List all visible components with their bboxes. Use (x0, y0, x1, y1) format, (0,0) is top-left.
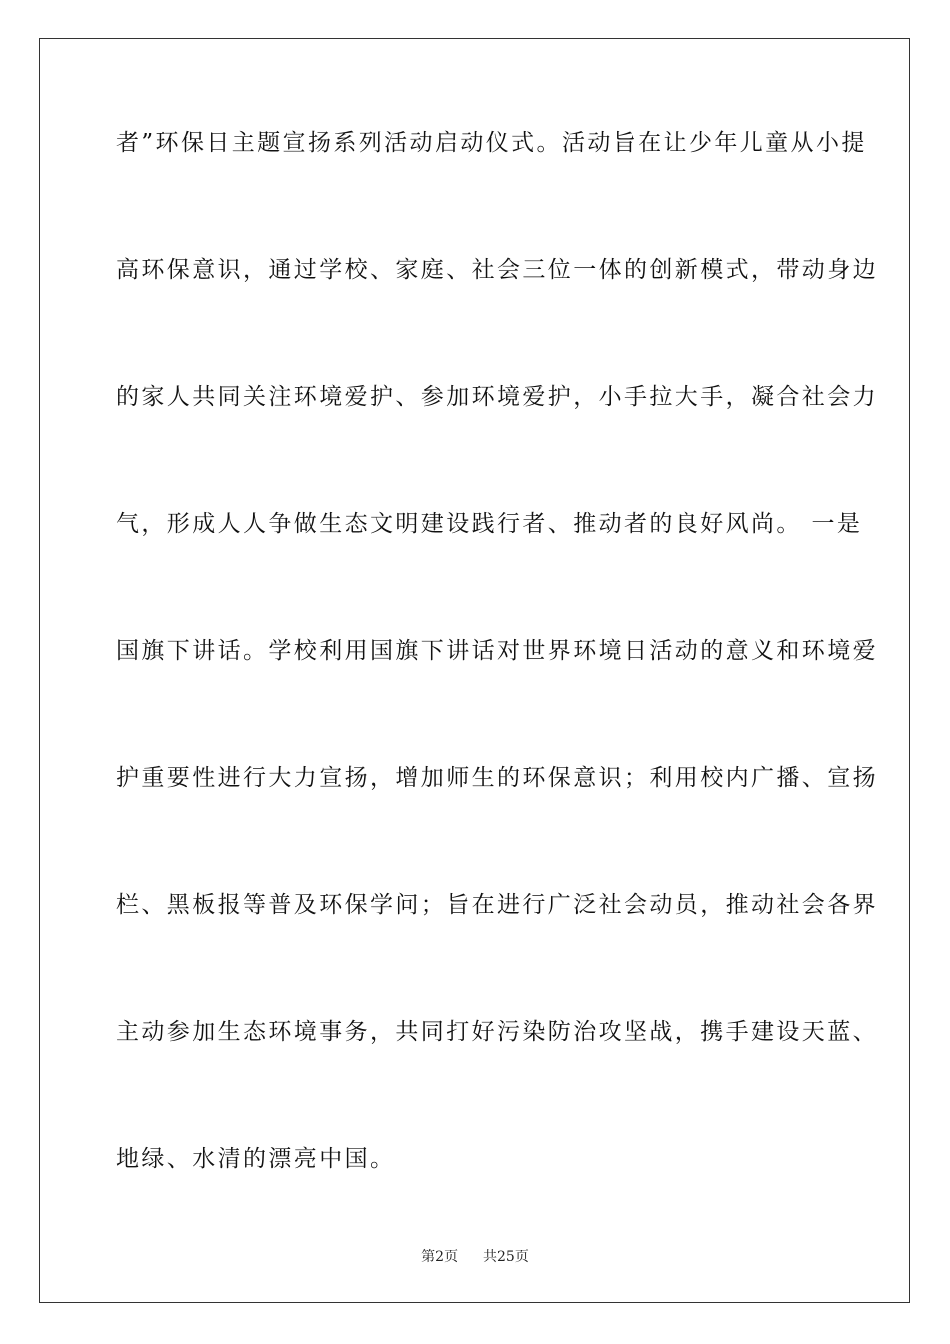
paragraph-line: 护重要性进行大力宣扬，增加师生的环保意识；利用校内广播、宣扬 (116, 765, 878, 791)
page-number: 第2页 (421, 1249, 459, 1265)
paragraph-line: 地绿、水清的漂亮中国。 (116, 1146, 396, 1172)
paragraph-line: 栏、黑板报等普及环保学问；旨在进行广泛社会动员，推动社会各界 (116, 892, 878, 918)
paragraph-line: 高环保意识，通过学校、家庭、社会三位一体的创新模式，带动身边 (116, 257, 878, 283)
paragraph-line: 的家人共同关注环境爱护、参加环境爱护，小手拉大手，凝合社会力 (116, 384, 878, 410)
page-footer (0, 1246, 950, 1266)
page-total: 共25页 (483, 1249, 529, 1265)
document-body (116, 124, 878, 1267)
paragraph-line: 者”环保日主题宣扬系列活动启动仪式。活动旨在让少年儿童从小提 (116, 130, 867, 156)
paragraph-line: 国旗下讲话。学校利用国旗下讲话对世界环境日活动的意义和环境爱 (116, 638, 878, 664)
paragraph-line: 主动参加生态环境事务，共同打好污染防治攻坚战，携手建设天蓝、 (116, 1019, 878, 1045)
paragraph-line: 气，形成人人争做生态文明建设践行者、推动者的良好风尚。 一是 (116, 511, 863, 537)
